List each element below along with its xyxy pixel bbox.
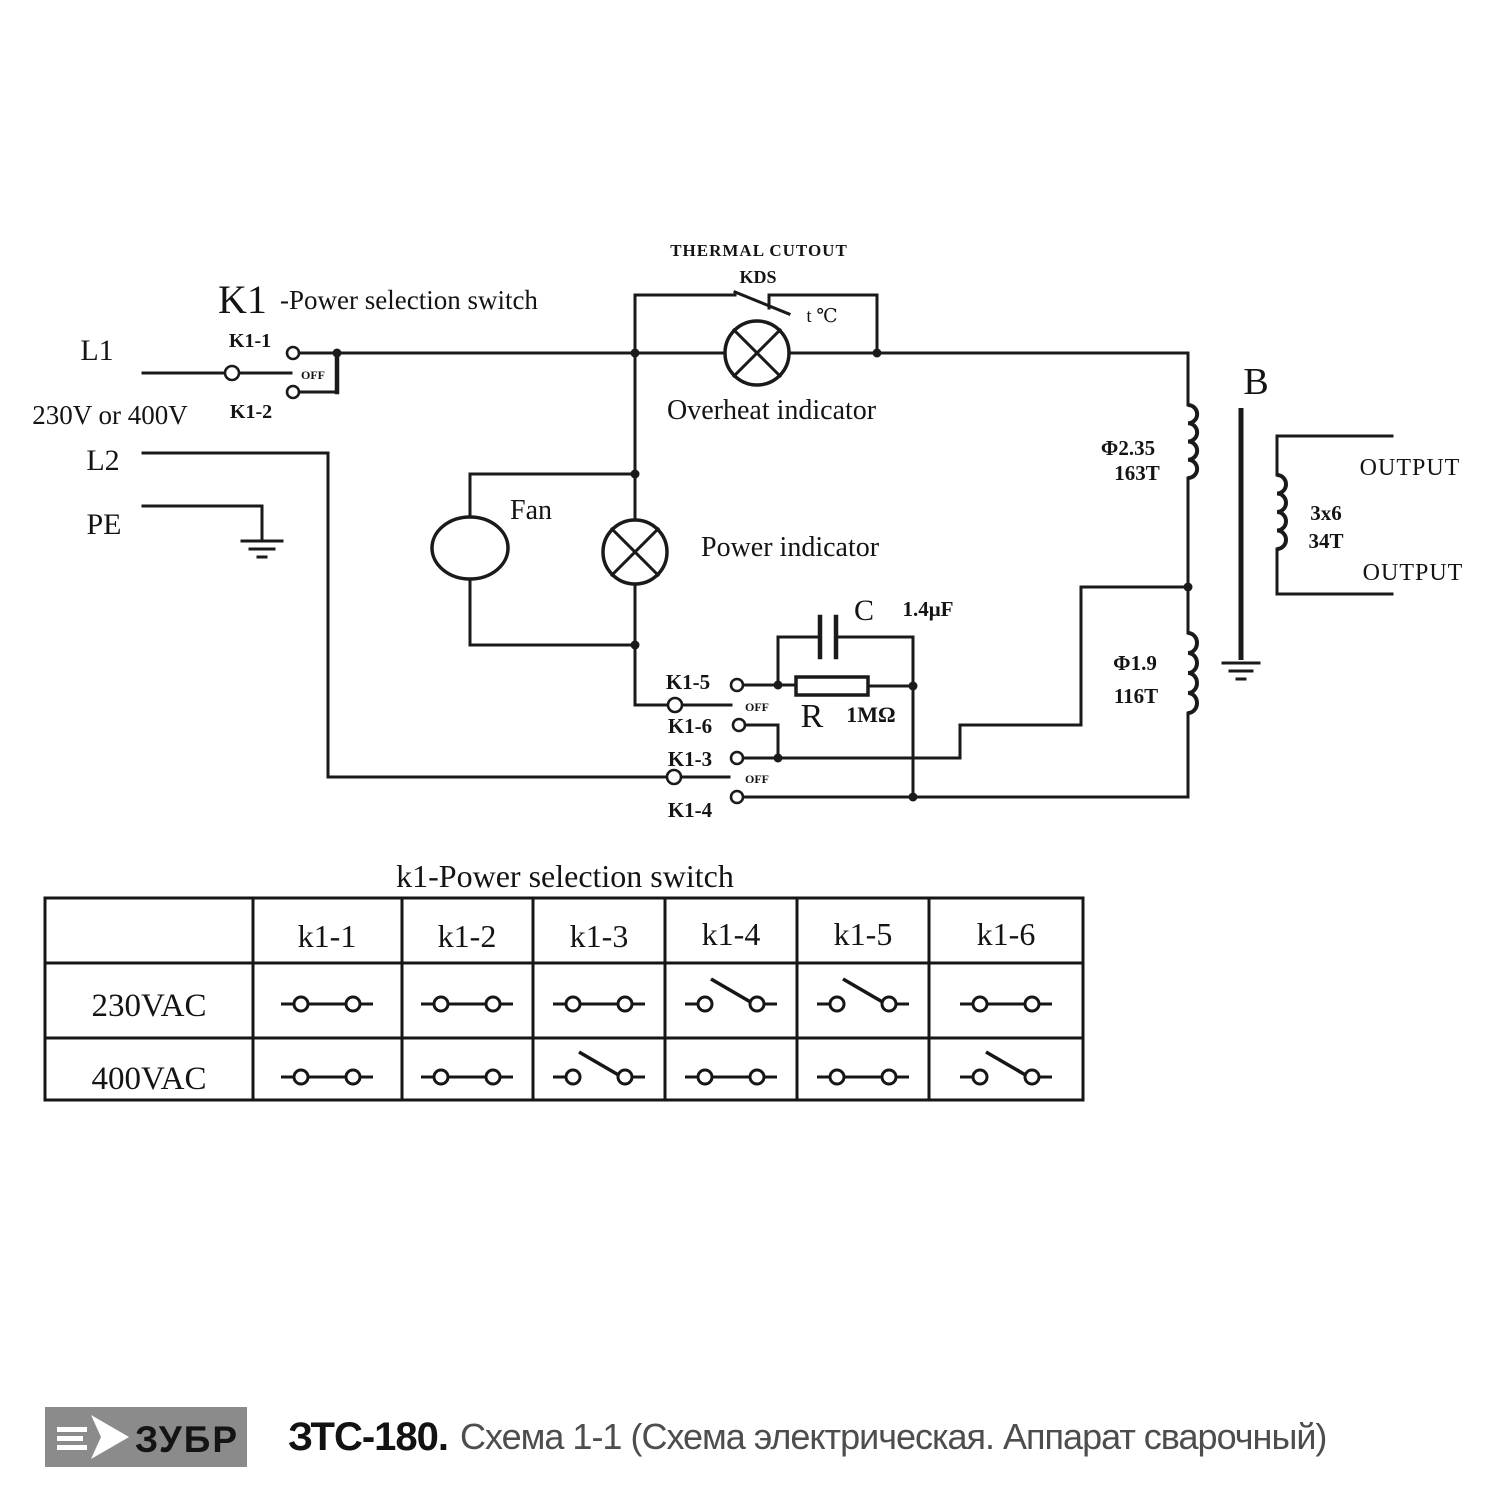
switch-symbol: [685, 979, 777, 1011]
primary-upper-diameter: Φ2.35: [1100, 436, 1156, 460]
primary-upper-winding: [1188, 405, 1197, 478]
primary-lower-diameter: Φ1.9: [1113, 651, 1157, 675]
schema-subtitle: Схема 1-1 (Схема электрическая. Аппарат сварочный): [460, 1416, 1327, 1457]
table-col-header: k1-5: [833, 916, 893, 952]
resistor-symbol: [796, 677, 868, 695]
resistor-value: 1MΩ: [846, 702, 896, 727]
off-label-3: OFF: [745, 772, 769, 786]
switch-symbol: [960, 997, 1052, 1011]
temperature-label: t ℃: [806, 306, 838, 327]
pe-ground-icon: [242, 541, 282, 557]
table-col-header: k1-2: [437, 918, 497, 954]
off-label-2: OFF: [745, 700, 769, 714]
secondary-winding: [1277, 475, 1286, 549]
model-number: ЗТС-180.: [288, 1414, 449, 1459]
voltage-label: 230V or 400V: [32, 400, 188, 430]
capacitor-symbol: [820, 617, 836, 657]
switch-symbol: [421, 1070, 513, 1084]
thermal-cutout-label: THERMAL CUTOUT: [670, 241, 848, 260]
zubr-arrow-icon: [57, 1415, 129, 1459]
power-indicator-lamp: [603, 520, 667, 584]
primary-lower-turns: 116T: [1113, 684, 1159, 708]
footer: [0, 1395, 1500, 1485]
switch-symbol: [421, 997, 513, 1011]
table-col-header: k1-1: [297, 918, 357, 954]
fan-symbol: [432, 517, 508, 579]
power-indicator-label: Power indicator: [701, 532, 880, 563]
switch-symbol: [553, 1052, 645, 1084]
resistor-name: R: [800, 698, 824, 735]
switch-symbol: [553, 997, 645, 1011]
switch-symbol: [281, 1070, 373, 1084]
off-label-1: OFF: [301, 368, 325, 382]
overheat-indicator-lamp: [725, 321, 789, 385]
contact-label-k1-1: K1-1: [228, 330, 272, 352]
contact-label-k1-6: K1-6: [667, 714, 713, 738]
contact-label-k1-4: K1-4: [667, 798, 713, 822]
output-bottom-label: OUTPUT: [1362, 560, 1464, 586]
capacitor-name: C: [853, 594, 875, 627]
secondary-wire-label: 3x6: [1310, 501, 1342, 525]
table-col-header: k1-3: [569, 918, 629, 954]
switch-symbol: [817, 979, 909, 1011]
contact-label-k1-5: K1-5: [665, 670, 711, 694]
kds-label: KDS: [739, 267, 777, 287]
k1-heading: K1: [218, 277, 267, 322]
switch-symbol: [960, 1052, 1052, 1084]
table-row-label: 230VAC: [91, 988, 207, 1024]
terminal-pe: PE: [86, 508, 122, 541]
terminal-l1: L1: [80, 334, 114, 367]
footer-title: [288, 1407, 1326, 1467]
fan-label: Fan: [510, 495, 552, 526]
core-ground-icon: [1223, 663, 1259, 679]
k1-heading-rest: -Power selection switch: [280, 285, 538, 315]
table-col-header: k1-4: [701, 916, 761, 952]
primary-lower-winding: [1188, 633, 1197, 713]
brand-name: ЗУБР: [135, 1419, 240, 1460]
table-title: k1-Power selection switch: [396, 858, 734, 894]
zubr-logo: [45, 1407, 247, 1467]
output-top-label: OUTPUT: [1359, 455, 1461, 481]
transformer-name: B: [1243, 361, 1269, 403]
terminal-l2: L2: [86, 444, 120, 477]
contact-label-k1-3: K1-3: [667, 747, 713, 771]
switch-symbol: [281, 997, 373, 1011]
secondary-turns-label: 34T: [1308, 529, 1344, 553]
switch-symbol: [817, 1070, 909, 1084]
table-col-header: k1-6: [976, 916, 1036, 952]
capacitor-value: 1.4μF: [902, 597, 954, 621]
overheat-indicator-label: Overheat indicator: [667, 395, 877, 426]
primary-upper-turns: 163T: [1114, 461, 1160, 485]
switch-symbol: [685, 1070, 777, 1084]
contact-label-k1-2: K1-2: [229, 401, 273, 423]
table-row-label: 400VAC: [91, 1061, 207, 1097]
